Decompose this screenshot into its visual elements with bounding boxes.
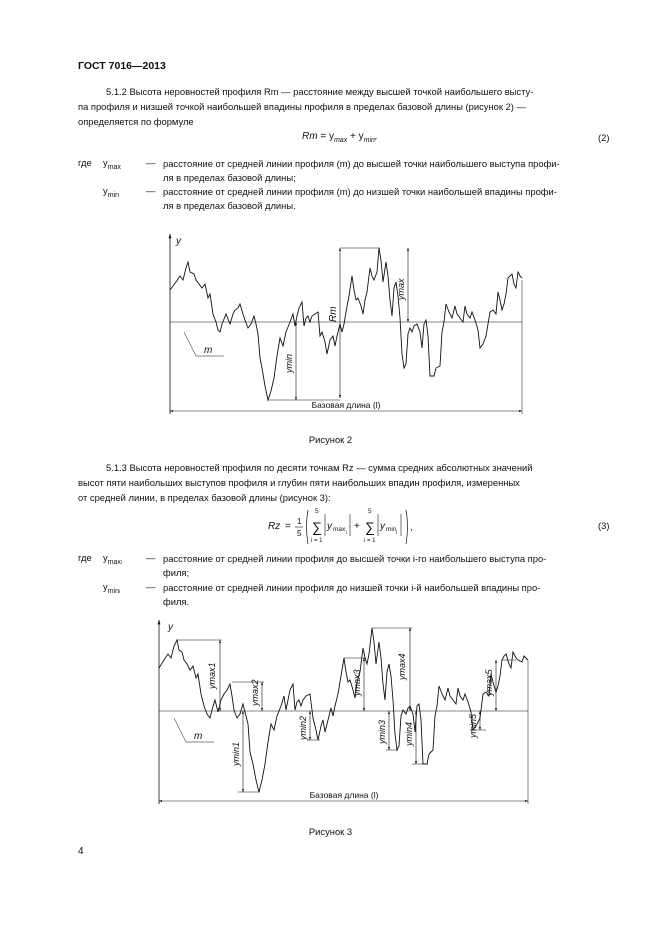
y-axis-label: y: [176, 236, 181, 247]
y-axis-label: y: [168, 622, 173, 633]
def-text-ymin: расстояние от средней линии профиля (m) до низшей точки наибольшей впадины профи- ля в пределах базовой длины.: [163, 186, 557, 211]
figure-2-profile: [150, 228, 540, 423]
ymin-label: ymin: [284, 353, 294, 373]
def-dash: —: [146, 185, 156, 196]
def-term-ymini: $y_{mini}$: [103, 581, 121, 595]
ymin5-label: ymin5: [468, 713, 478, 738]
svg-text:=: =: [285, 521, 291, 532]
base-length-label: Базовая длина (l): [311, 400, 381, 410]
equation-number-2: (2): [598, 132, 610, 143]
paragraph-line: 5.1.2 Высота неровностей профиля Rm — расстояние между высшей точкой наибольшего высту-: [106, 86, 534, 97]
def-text-ymax: расстояние от средней линии профиля (m) до высшей точки наибольшего выступа профи- ля в пределах базовой длины;: [163, 158, 560, 183]
svg-text:1: 1: [297, 517, 302, 526]
left-paren: [307, 510, 309, 544]
m-label: m: [204, 345, 213, 356]
paragraph-5-1-2: [78, 84, 614, 129]
roughness-profile: [170, 248, 522, 400]
svg-text:y: y: [380, 521, 385, 532]
svg-text:i = 1: i = 1: [311, 538, 323, 544]
figure-3-caption: Рисунок 3: [308, 826, 353, 837]
def-text-ymaxi: расстояние от средней линии профиля до высшей точки i-го наибольшего выступа про- филя;: [163, 553, 547, 578]
svg-text:5: 5: [315, 508, 319, 515]
svg-text:5: 5: [297, 529, 302, 538]
paragraph-5-1-3: [78, 460, 614, 505]
formula-2: $Rm = y_{max} + y_{min}$,: [302, 131, 378, 144]
paragraph-line: от средней линии, в пределах базовой длины (рисунок 3):: [78, 492, 331, 503]
svg-text:y: y: [327, 521, 332, 532]
svg-text:i: i: [346, 530, 348, 536]
svg-text:∑: ∑: [312, 519, 322, 535]
page-number: 4: [78, 846, 84, 857]
figure-3-profile: [140, 614, 540, 814]
svg-text:,: ,: [410, 522, 413, 533]
paragraph-line: высот пяти наибольших выступов профиля и глубин пяти наибольших впадин профиля, измеренных: [78, 477, 520, 488]
svg-text:∑: ∑: [365, 519, 375, 535]
ymax3-label: ymax3: [352, 669, 362, 696]
where-label: где: [78, 157, 92, 168]
ymin3-label: ymin3: [377, 719, 387, 744]
right-paren: [406, 510, 408, 544]
ymin1-label: ymin1: [231, 741, 241, 766]
m-label: m: [194, 731, 203, 742]
paragraph-line: определяется по формуле: [78, 116, 194, 127]
rm-label: Rm: [328, 306, 339, 322]
ymin4-label: ymin4: [404, 721, 414, 746]
def-term-ymin: $y_{min}$: [103, 185, 119, 199]
def-dash: —: [146, 157, 156, 168]
svg-text:5: 5: [368, 508, 372, 515]
svg-text:max: max: [333, 526, 346, 533]
ymax2-label: ymax2: [250, 679, 260, 706]
svg-text:i = 1: i = 1: [364, 538, 376, 544]
where-label: где: [78, 552, 92, 563]
def-text-ymini: расстояние от средней линии профиля до низшей точки i-й наибольшей впадины про- филя.: [163, 582, 541, 607]
paragraph-line: па профиля и низшей точкой наибольшей впадины профиля в пределах базовой длины (рисунок 2) —: [78, 101, 526, 112]
base-length-label: Базовая длина (l): [309, 790, 379, 800]
formula-3: [268, 504, 438, 548]
svg-text:min: min: [386, 526, 397, 533]
def-term-ymax: $y_{max}$: [103, 157, 121, 171]
def-dash: —: [146, 581, 156, 592]
svg-text:Rz: Rz: [268, 521, 281, 532]
figure-2-caption: Рисунок 2: [308, 434, 353, 445]
document-header: ГОСТ 7016—2013: [78, 60, 166, 72]
def-term-ymaxi: $y_{maxi}$: [103, 552, 123, 566]
ymax5-label: ymax5: [484, 669, 494, 696]
ymax-label: ymax: [396, 278, 406, 300]
roughness-profile: [159, 628, 528, 792]
ymax4-label: ymax4: [397, 653, 407, 680]
svg-text:i: i: [396, 530, 398, 536]
equation-number-3: (3): [598, 520, 610, 531]
svg-text:+: +: [354, 521, 360, 532]
def-dash: —: [146, 552, 156, 563]
ymin2-label: ymin2: [298, 715, 308, 740]
ymax1-label: ymax1: [207, 662, 217, 689]
paragraph-line: 5.1.3 Высота неровностей профиля по десяти точкам Rz — сумма средних абсолютных значений: [106, 462, 533, 473]
